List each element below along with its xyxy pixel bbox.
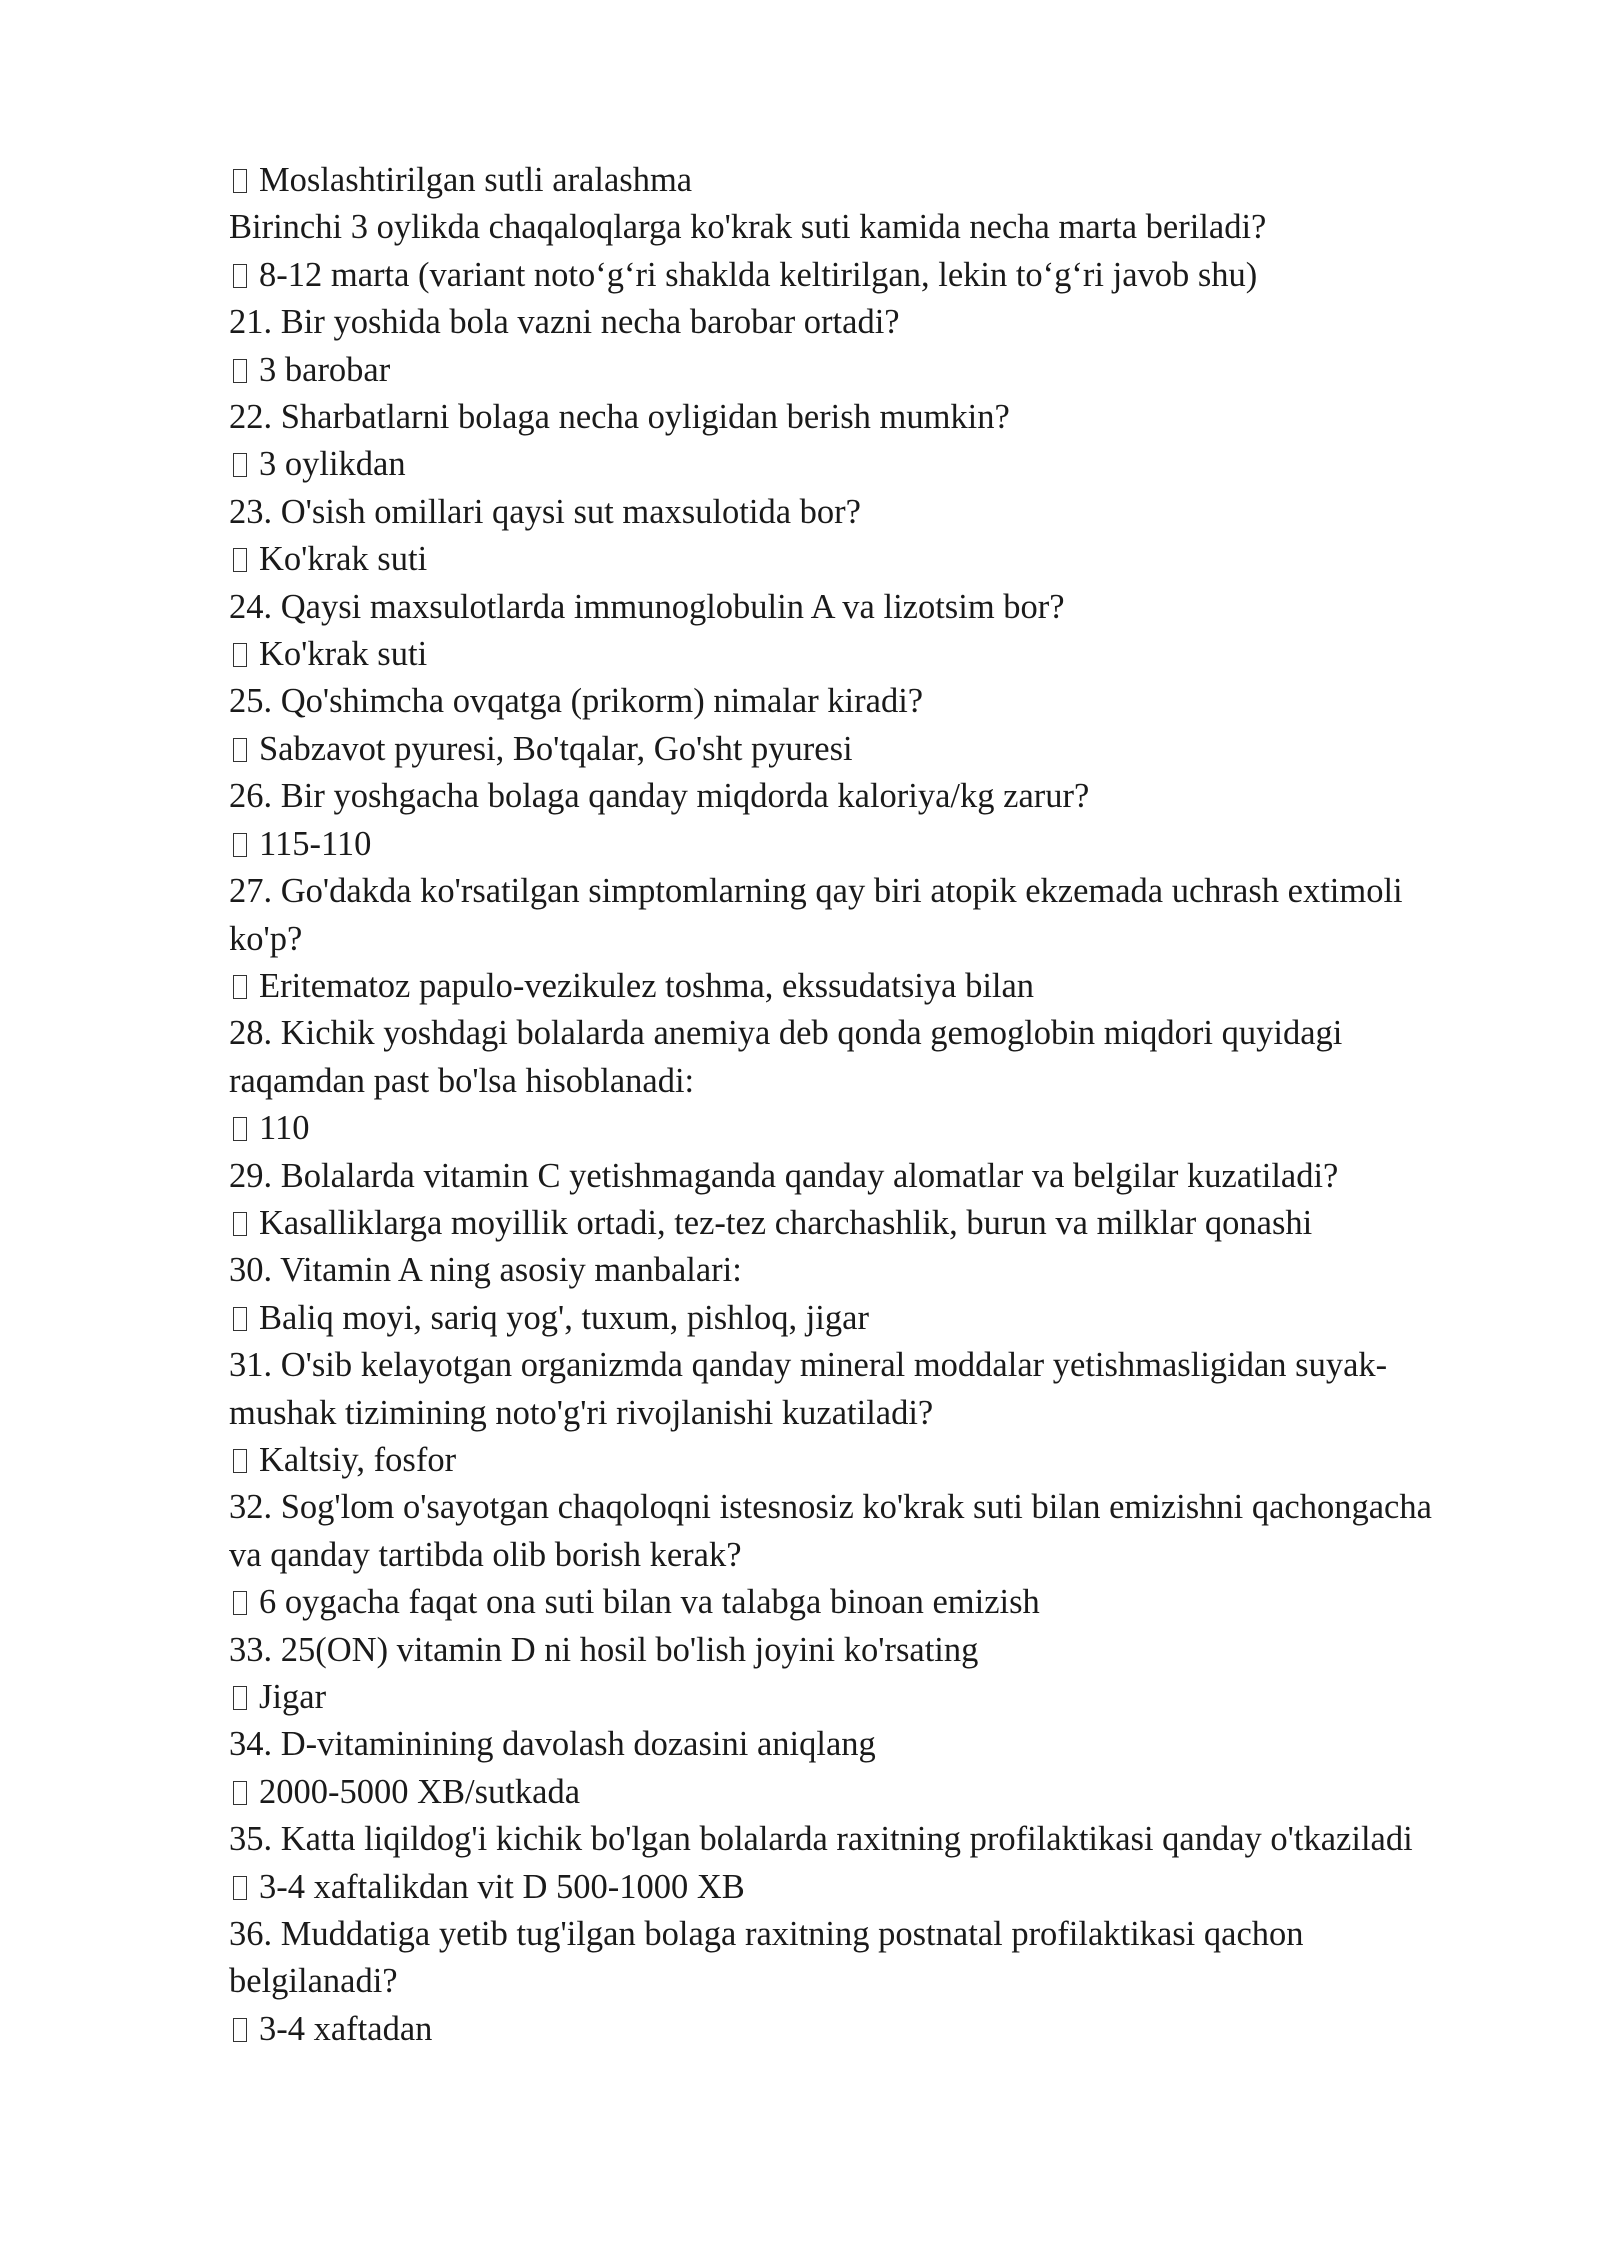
document-body <box>229 157 1469 2053</box>
question-text: 28. Kichik yoshdagi bolalarda anemiya deb qonda gemoglobin miqdori quyidagi raqamdan past bo'lsa hisoblanadi: <box>229 1014 1343 1100</box>
answer-text: 115-110 <box>259 824 372 863</box>
question-line <box>229 1484 1469 1579</box>
missing-glyph-box-icon <box>233 359 247 383</box>
question-line <box>229 1627 1469 1674</box>
answer-line <box>229 726 1469 773</box>
answer-text: 3-4 xaftalikdan vit D 500-1000 XB <box>259 1867 745 1906</box>
question-line <box>229 1247 1469 1294</box>
answer-line <box>229 347 1469 394</box>
answer-text: 2000-5000 XB/sutkada <box>259 1772 581 1811</box>
missing-glyph-box-icon <box>233 833 247 857</box>
answer-line <box>229 536 1469 583</box>
question-text: 32. Sog'lom o'sayotgan chaqoloqni istesnosiz ko'krak suti bilan emizishni qachongacha va qanday tartibda olib borish kerak? <box>229 1488 1432 1574</box>
missing-glyph-box-icon <box>233 169 247 193</box>
missing-glyph-box-icon <box>233 453 247 477</box>
answer-line <box>229 963 1469 1010</box>
missing-glyph-box-icon <box>233 1117 247 1141</box>
answer-line <box>229 1295 1469 1342</box>
question-line <box>229 1153 1469 1200</box>
question-line <box>229 678 1469 725</box>
question-text: 31. O'sib kelayotgan organizmda qanday mineral moddalar yetishmasligidan suyak-mushak tizimining noto'g'ri rivojlanishi kuzatiladi? <box>229 1346 1388 1432</box>
answer-text: Kaltsiy, fosfor <box>259 1440 457 1479</box>
question-line <box>229 394 1469 441</box>
question-line <box>229 1721 1469 1768</box>
missing-glyph-box-icon <box>233 1449 247 1473</box>
question-text: 24. Qaysi maxsulotlarda immunoglobulin A va lizotsim bor? <box>229 587 1065 626</box>
question-text: 30. Vitamin A ning asosiy manbalari: <box>229 1251 742 1290</box>
answer-line <box>229 821 1469 868</box>
question-text: 29. Bolalarda vitamin C yetishmaganda qanday alomatlar va belgilar kuzatiladi? <box>229 1156 1339 1195</box>
question-line <box>229 1342 1469 1437</box>
missing-glyph-box-icon <box>233 738 247 762</box>
missing-glyph-box-icon <box>233 1591 247 1615</box>
missing-glyph-box-icon <box>233 1781 247 1805</box>
question-text: 25. Qo'shimcha ovqatga (prikorm) nimalar kiradi? <box>229 682 924 721</box>
answer-line <box>229 1105 1469 1152</box>
answer-text: Kasalliklarga moyillik ortadi, tez-tez charchashlik, burun va milklar qonashi <box>259 1203 1313 1242</box>
answer-text: 110 <box>259 1109 310 1148</box>
answer-line <box>229 157 1469 204</box>
answer-text: Jigar <box>259 1678 327 1716</box>
answer-text: 3-4 xaftadan <box>259 2009 433 2048</box>
question-line <box>229 204 1469 251</box>
answer-text: Baliq moyi, sariq yog', tuxum, pishloq, jigar <box>259 1298 869 1337</box>
answer-line <box>229 1437 1469 1484</box>
missing-glyph-box-icon <box>233 2018 247 2042</box>
missing-glyph-box-icon <box>233 548 247 572</box>
question-line <box>229 489 1469 536</box>
missing-glyph-box-icon <box>233 264 247 288</box>
question-text: Birinchi 3 oylikda chaqaloqlarga ko'krak suti kamida necha marta beriladi? <box>229 208 1267 247</box>
question-text: 22. Sharbatlarni bolaga necha oyligidan berish mumkin? <box>229 398 1010 437</box>
question-text: 33. 25(ON) vitamin D ni hosil bo'lish joyini ko'rsating <box>229 1630 979 1669</box>
answer-text: Sabzavot pyuresi, Bo'tqalar, Go'sht pyuresi <box>259 729 853 768</box>
question-line <box>229 299 1469 346</box>
answer-text: Moslashtirilgan sutli aralashma <box>259 161 693 199</box>
question-text: 34. D-vitaminining davolash dozasini aniqlang <box>229 1725 876 1764</box>
answer-line <box>229 1200 1469 1247</box>
missing-glyph-box-icon <box>233 1307 247 1331</box>
missing-glyph-box-icon <box>233 643 247 667</box>
question-text: 21. Bir yoshida bola vazni necha barobar ortadi? <box>229 303 900 342</box>
answer-text: 3 oylikdan <box>259 445 406 484</box>
answer-line <box>229 2006 1469 2053</box>
question-text: 26. Bir yoshgacha bolaga qanday miqdorda kaloriya/kg zarur? <box>229 777 1090 816</box>
question-text: 27. Go'dakda ko'rsatilgan simptomlarning qay biri atopik ekzemada uchrash extimoli ko'p? <box>229 872 1403 958</box>
answer-line <box>229 441 1469 488</box>
missing-glyph-box-icon <box>233 1686 247 1710</box>
answer-line <box>229 252 1469 299</box>
question-line <box>229 1010 1469 1105</box>
question-text: 35. Katta liqildog'i kichik bo'lgan bolalarda raxitning profilaktikasi qanday o'tkaziladi <box>229 1820 1413 1859</box>
answer-line <box>229 1674 1469 1721</box>
missing-glyph-box-icon <box>233 1212 247 1236</box>
question-text: 36. Muddatiga yetib tug'ilgan bolaga raxitning postnatal profilaktikasi qachon belgilanadi? <box>229 1915 1304 2001</box>
question-line <box>229 1816 1469 1863</box>
answer-line <box>229 1579 1469 1626</box>
answer-line <box>229 1769 1469 1816</box>
question-line <box>229 1911 1469 2006</box>
missing-glyph-box-icon <box>233 975 247 999</box>
question-line <box>229 584 1469 631</box>
answer-text: 8-12 marta (variant noto‘g‘ri shaklda keltirilgan, lekin to‘g‘ri javob shu) <box>259 255 1258 294</box>
answer-text: Eritematoz papulo-vezikulez toshma, ekssudatsiya bilan <box>259 966 1035 1005</box>
answer-text: 3 barobar <box>259 350 391 389</box>
answer-text: 6 oygacha faqat ona suti bilan va talabga binoan emizish <box>259 1583 1040 1622</box>
question-text: 23. O'sish omillari qaysi sut maxsulotida bor? <box>229 492 861 531</box>
question-line <box>229 868 1469 963</box>
answer-line <box>229 631 1469 678</box>
missing-glyph-box-icon <box>233 1876 247 1900</box>
question-line <box>229 773 1469 820</box>
answer-text: Ko'krak suti <box>259 540 428 579</box>
answer-line <box>229 1864 1469 1911</box>
answer-text: Ko'krak suti <box>259 635 428 674</box>
